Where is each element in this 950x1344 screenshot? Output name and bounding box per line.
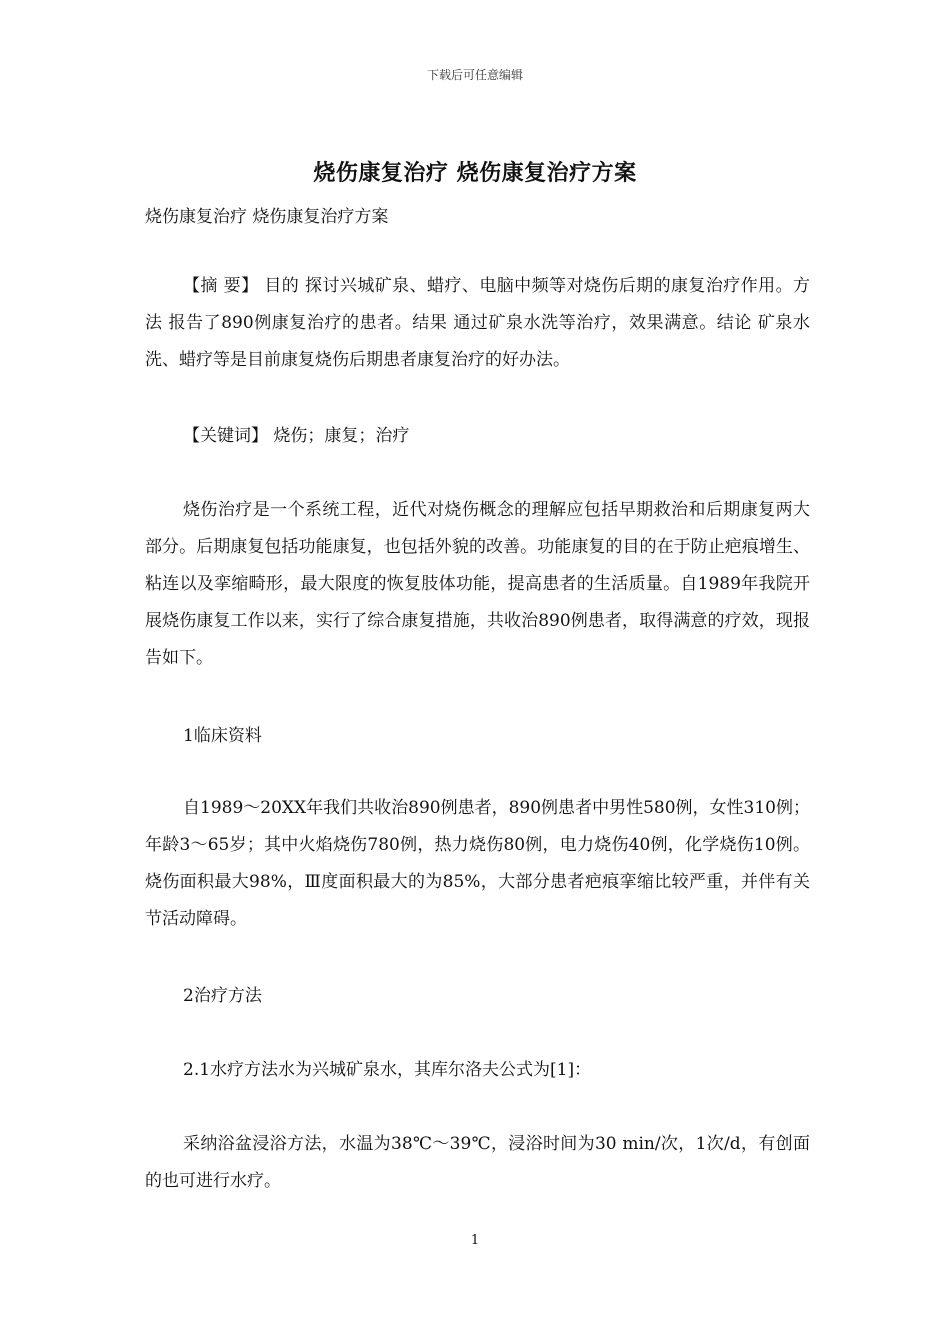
section1-heading: 1临床资料 bbox=[183, 726, 262, 746]
page-number: 1 bbox=[470, 1233, 480, 1248]
section2-heading: 2治疗方法 bbox=[183, 986, 262, 1006]
document-subtitle: 烧伤康复治疗 烧伤康复治疗方案 bbox=[145, 207, 389, 227]
method-paragraph: 采纳浴盆浸浴方法，水温为38℃～39℃，浸浴时间为30 min/次，1次/d，有创面的也可进行水疗。 bbox=[145, 1134, 810, 1191]
intro-paragraph: 烧伤治疗是一个系统工程，近代对烧伤概念的理解应包括早期救治和后期康复两大部分。后期康复包括功能康复，也包括外貌的改善。功能康复的目的在于防止疤痕增生、粘连以及挛缩畸形，最大限度的恢复肢体功能，提高患者的生活质量。自1989年我院开展烧伤康复工作以来，实行了综合康复措施，共收治890例患者，取得满意的疗效，现报告如下。 bbox=[145, 500, 810, 668]
abstract-paragraph: 【摘 要】 目的 探讨兴城矿泉、蜡疗、电脑中频等对烧伤后期的康复治疗作用。方法 报告了890例康复治疗的患者。结果 通过矿泉水洗等治疗，效果满意。结论 矿泉水洗、蜡疗等是目前康复烧伤后期患者康复治疗的好办法。 bbox=[145, 276, 810, 370]
keywords-paragraph: 【关键词】 烧伤；康复；治疗 bbox=[183, 426, 410, 446]
header-note: 下载后可任意编辑 bbox=[426, 68, 523, 82]
clinical-data-paragraph: 自1989～20XX年我们共收治890例患者，890例患者中男性580例，女性310例；年龄3～65岁；其中火焰烧伤780例，热力烧伤80例，电力烧伤40例，化学烧伤10例。烧伤面积最大98%，Ⅲ度面积最大的为85%，大部分患者疤痕挛缩比较严重，并伴有关节活动障碍。 bbox=[145, 798, 810, 929]
section2-1-paragraph: 2.1水疗方法水为兴城矿泉水，其库尔洛夫公式为[1]： bbox=[183, 1060, 592, 1080]
document-title: 烧伤康复治疗 烧伤康复治疗方案 bbox=[313, 160, 637, 186]
